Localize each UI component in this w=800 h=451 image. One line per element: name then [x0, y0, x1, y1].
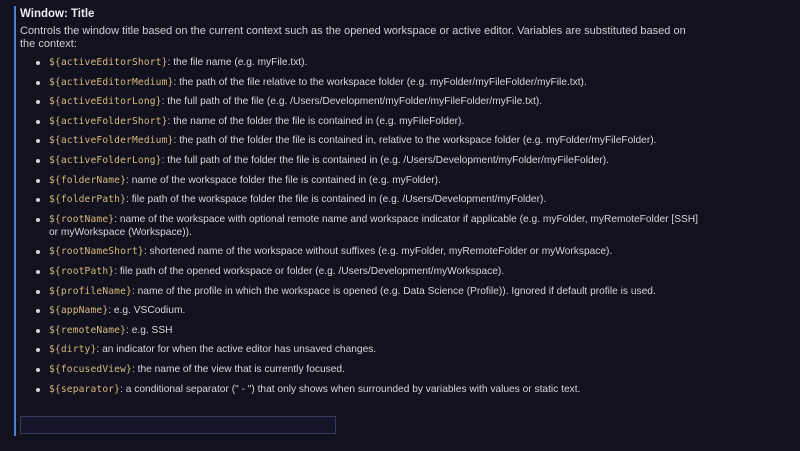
- list-item: [33, 383, 709, 396]
- variable-code: ${activeEditorLong}: [49, 96, 162, 108]
- variable-description: : name of the workspace with optional remote name and workspace indicator if applicable (e.g. myFolder, myRemoteFolder [SSH] or myWorkspace (Workspace)).: [49, 213, 698, 238]
- variable-description: : name of the workspace folder the file is contained in (e.g. myFolder).: [126, 174, 441, 186]
- variable-code: ${folderPath}: [49, 194, 127, 206]
- variable-description: : the path of the file relative to the workspace folder (e.g. myFolder/myFileFolder/myFile.txt).: [173, 76, 587, 88]
- variable-description: : the full path of the file (e.g. /Users/Development/myFolder/myFileFolder/myFile.txt).: [161, 96, 543, 108]
- list-item: [33, 245, 709, 258]
- variable-description: : e.g. SSH: [126, 324, 173, 336]
- variable-description: : an indicator for when the active editor has unsaved changes.: [96, 344, 377, 356]
- list-item: [33, 265, 709, 278]
- list-item: [33, 56, 709, 69]
- variable-code: ${profileName}: [49, 285, 132, 297]
- variable-code: ${activeFolderLong}: [49, 154, 162, 166]
- list-item: [33, 134, 709, 147]
- variable-description: : the full path of the folder the file is contained in (e.g. /Users/Development/myFolder/myFileFolder).: [161, 154, 609, 166]
- window-title-input[interactable]: [20, 416, 336, 434]
- variable-code: ${dirty}: [49, 344, 97, 356]
- list-item: [33, 193, 709, 206]
- list-item: [33, 213, 709, 239]
- variable-code: ${remoteName}: [49, 324, 127, 336]
- list-item: [33, 285, 709, 298]
- variable-code: ${focusedView}: [49, 363, 132, 375]
- variable-code: ${folderName}: [49, 174, 127, 186]
- variable-code: ${rootPath}: [49, 265, 115, 277]
- variable-code: ${activeEditorShort}: [49, 57, 168, 68]
- variable-code: ${activeFolderMedium}: [49, 135, 174, 147]
- variable-code: ${activeFolderShort}: [49, 115, 168, 127]
- variable-code: ${separator}: [49, 383, 121, 395]
- variable-list: [20, 56, 704, 396]
- variable-description: : the path of the folder the file is contained in, relative to the workspace folder (e.g. myFolder/myFileFolder).: [173, 135, 657, 147]
- variable-code: ${appName}: [49, 305, 109, 317]
- variable-description: : the name of the folder the file is contained in (e.g. myFileFolder).: [167, 115, 465, 127]
- variable-description: : the name of the view that is currently focused.: [131, 363, 345, 375]
- list-item: [33, 174, 709, 187]
- variable-description: : e.g. VSCodium.: [108, 305, 186, 317]
- variable-description: : the file name (e.g. myFile.txt).: [167, 57, 308, 68]
- setting-window-title: [14, 6, 704, 436]
- list-item: [33, 324, 709, 337]
- variable-description: : file path of the workspace folder the file is contained in (e.g. /Users/Development/myFolder).: [126, 194, 547, 206]
- variable-description: : name of the profile in which the workspace is opened (e.g. Data Science (Profile)). Ignored if default profile is used.: [131, 285, 656, 297]
- variable-description: : a conditional separator (" - ") that only shows when surrounded by variables with values or static text.: [120, 383, 581, 395]
- setting-title: Window: Title: [20, 8, 95, 20]
- list-item: [33, 363, 709, 376]
- variable-code: ${rootNameShort}: [49, 246, 144, 258]
- list-item: [33, 76, 709, 89]
- variable-description: : shortened name of the workspace without suffixes (e.g. myFolder, myRemoteFolder or myWorkspace).: [143, 246, 613, 258]
- list-item: [33, 154, 709, 167]
- list-item: [33, 343, 709, 356]
- setting-description: Controls the window title based on the current context such as the opened workspace or active editor. Variables are substituted based on the context:: [20, 25, 686, 50]
- variable-description: : file path of the opened workspace or folder (e.g. /Users/Development/myWorkspace).: [114, 265, 505, 277]
- variable-code: ${activeEditorMedium}: [49, 76, 174, 88]
- variable-code: ${rootName}: [49, 213, 115, 225]
- list-item: [33, 115, 709, 128]
- list-item: [33, 304, 709, 317]
- list-item: [33, 95, 709, 108]
